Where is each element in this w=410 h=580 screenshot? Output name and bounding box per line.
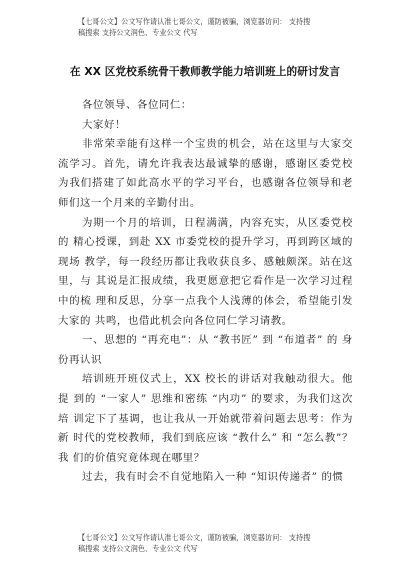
footer-line-2: 稿搜索 支持公文润色、专业公文 代写 (78, 544, 198, 553)
paragraph-intro: 非常荣幸能有这样一个宝贵的机会，站在这里与大家交流学习。首先，请允许我表达最诚挚的感谢，感谢区委党校为我们搭建了如此高水平的学习平台，也感谢各位领导和老师们这一个月来的辛勤付出。 (58, 138, 353, 209)
salutation: 各位领导、各位同仁： (82, 99, 192, 111)
page-header (78, 16, 378, 38)
header-line-2: 稿搜索 支持公文润色、专业公文 代写 (78, 28, 198, 37)
footer-line-1: 【七哥公文】公文写作请认准七哥公文，谨防被骗，浏览器访问： 支持搜 (78, 533, 311, 542)
document-title: 在 XX 区党校系统骨干教师教学能力培训班上的研讨发言 (69, 66, 341, 78)
header-line-1: 【七哥公文】公文写作请认准七哥公文，谨防被骗，浏览器访问： 支持搜 (78, 17, 311, 26)
paragraph-past: 过去，我有时会不自觉地陷入一种 “知识传递者” 的惯 (82, 471, 344, 484)
greeting-line: 大家好！ (82, 118, 126, 131)
section-heading-1: 一、思想的 “再充电”：从 “教书匠” 到 “布道者” 的 身份再认识 (58, 334, 353, 366)
page-footer (78, 532, 378, 554)
document-body (58, 96, 353, 488)
paragraph-opening-ceremony: 培训班开班仪式上，XX 校长的讲话对我触动很大。他提 到的 “一家人” 思维和密练 “内功” 的要求，为我们这次培 训定下了基调，也让我从一开始就带着问题去思考：作为新 时代的党校教师，我们到底应该 “教什么” 和 “怎么教”？我 们的价值究竟体现在哪里？ (58, 373, 353, 464)
paragraph-training: 为期一个月的培训，日程满满，内容充实，从区委党校的 精心授课，到赴 XX 市委党校的提升学习，再到跨区域的现场 教学，每一段经历都让我收获良多、感触颇深。站在这里，与 其说是汇报成绩，我更愿意把它看作是一次学习过程中的梳 理和反思，分享一点我个人浅薄的体会，希望能引发大家的 共鸣，也借此机会向各位同仁学习请教。 (58, 216, 353, 327)
